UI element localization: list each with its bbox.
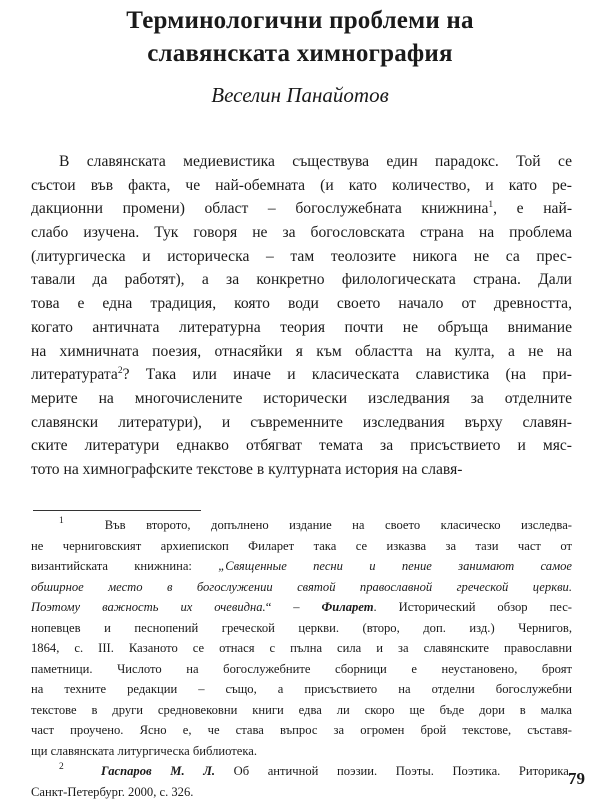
footnote-quote: обширное место в богослужении святой православной греческой церкви. (31, 580, 572, 594)
body-line: (литургическа и историческа – там теолозите никога не са прес- (31, 245, 572, 269)
footnote-author-filaret: Филарет (322, 600, 374, 614)
body-line: тавали да работят), а за конкретно филологическата страна. Дали (31, 268, 572, 292)
footnote-1-number: 1 (59, 516, 64, 526)
author-name: Веселин Панайотов (40, 82, 560, 108)
page-number: 79 (568, 769, 585, 789)
body-line-text: , е най- (493, 200, 572, 217)
footnote-quote: „Священные песни и пение занимают самое (218, 559, 572, 573)
footnote-1-line: на техните редакции – също, а присъствието на отделни богослужебни (31, 679, 572, 700)
footnote-2-line (31, 761, 572, 782)
body-line: тото на химнографските текстове в културната история на славя- (31, 458, 572, 482)
footnotes-section (31, 515, 572, 802)
body-line: В славянската медиевистика съществува един парадокс. Той се (31, 150, 572, 174)
footnote-divider (33, 510, 201, 511)
body-line (31, 197, 572, 221)
footnote-ref-1[interactable]: 1 (488, 200, 493, 210)
body-line-text: ? Така или иначе и класическата славистика (на при- (123, 366, 572, 383)
footnote-quote: Поэтому важность их очевидна. (31, 600, 266, 614)
body-paragraph (31, 150, 572, 482)
body-line: на химничната поезия, отнасяйки я към областта на култа, а не на (31, 340, 572, 364)
body-line-text: литературата (31, 366, 118, 383)
body-line: това е една традиция, която води своето начало от древността, (31, 292, 572, 316)
footnote-text: “ – (266, 600, 322, 614)
footnote-1-line: нопевцев и песнопений греческой церкви. (второ, доп. изд.) Чернигов, (31, 618, 572, 639)
body-line: мерите на многочислените исторически изследвания за отделните (31, 387, 572, 411)
footnote-author-gasparov: Гаспаров М. Л. (101, 764, 215, 778)
footnote-1-line (31, 515, 572, 536)
body-line: славянски литератури), и съвременните изследвания върху славян- (31, 411, 572, 435)
body-line (31, 363, 572, 387)
footnote-2-number: 2 (59, 762, 64, 772)
footnote-text: Об античной поэзии. Поэты. Поэтика. Риторика. (215, 764, 572, 778)
footnote-1-line: не черниговският архиепископ Филарет така се изказва за тази част от (31, 536, 572, 557)
body-line: ските литератури еднакво отбягват темата за присъствието и мяс- (31, 434, 572, 458)
footnote-1-line: 1864, с. III. Казаното се отнася с пълна сила и за славянските православни (31, 638, 572, 659)
body-line: слабо изучена. Тук говоря не за богословската страна на проблема (31, 221, 572, 245)
footnote-text: . Исторический обзор пес- (374, 600, 572, 614)
footnote-1-line: щи славянската литургическа библиотека. (31, 741, 572, 762)
footnote-ref-2[interactable]: 2 (118, 366, 123, 376)
body-line: когато античната литературна теория почти не обръща внимание (31, 316, 572, 340)
footnote-2-line: Санкт-Петербург. 2000, с. 326. (31, 782, 572, 802)
footnote-text: византийската книжнина: (31, 559, 218, 573)
body-line-text: дакционни промени) област – богослужебната книжнина (31, 200, 488, 217)
footnote-1-line (31, 577, 572, 598)
footnote-1-line: текстове в други средновековни книги едва ли скоро ще бъде дори в малка (31, 700, 572, 721)
title-line-1: Терминологични проблеми на (40, 4, 560, 37)
title-line-2: славянската химнография (40, 37, 560, 70)
article-title (40, 4, 560, 70)
footnote-1-line: паметници. Числото на богослужебните сборници е неустановено, броят (31, 659, 572, 680)
footnote-1-line (31, 556, 572, 577)
footnote-1-line: част проучено. Ясно е, че става въпрос за огромен брой текстове, съставя- (31, 720, 572, 741)
body-line: състои във факта, че най-обемната (и като количество, и като ре- (31, 174, 572, 198)
footnote-1-line (31, 597, 572, 618)
footnote-text: Във второто, допълнено издание на своето класическо изследва- (105, 518, 572, 532)
